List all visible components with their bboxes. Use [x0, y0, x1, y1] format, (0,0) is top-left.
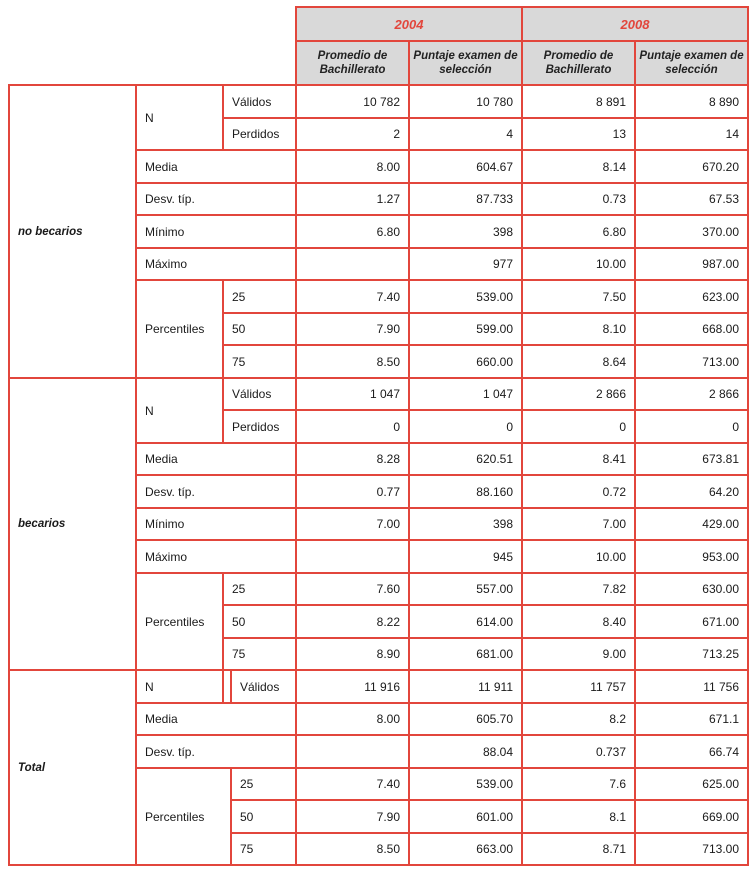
- perdidos-label: Perdidos: [222, 117, 297, 151]
- value-cell: 6.80: [295, 214, 410, 249]
- percentile-label: 25: [222, 279, 297, 314]
- value-cell: 67.53: [634, 182, 749, 216]
- value-cell: 681.00: [408, 637, 523, 671]
- value-cell: 0.73: [521, 182, 636, 216]
- value-cell: 7.50: [521, 279, 636, 314]
- value-cell: 601.00: [408, 799, 523, 834]
- value-cell: 10 780: [408, 84, 523, 119]
- value-cell: 0: [521, 409, 636, 444]
- value-cell: 668.00: [634, 312, 749, 346]
- value-cell: 977: [408, 247, 523, 281]
- value-cell: 7.60: [295, 572, 410, 606]
- percentile-label: 50: [222, 604, 297, 639]
- value-cell: 7.90: [295, 799, 410, 834]
- value-cell: 398: [408, 507, 523, 541]
- value-cell: 713.25: [634, 637, 749, 671]
- promedio-2008-header: Promedio de Bachillerato: [521, 40, 636, 86]
- value-cell: 557.00: [408, 572, 523, 606]
- value-cell: 945: [408, 539, 523, 574]
- value-cell: 671.1: [634, 702, 749, 736]
- value-cell: 2 866: [521, 377, 636, 411]
- stat-label: Media: [135, 149, 297, 184]
- value-cell: 398: [408, 214, 523, 249]
- percentiles-label: Percentiles: [135, 279, 224, 379]
- value-cell: 8.1: [521, 799, 636, 834]
- value-cell: 10.00: [521, 247, 636, 281]
- group-label: Total: [8, 669, 137, 866]
- stat-label: Media: [135, 442, 297, 476]
- value-cell: 8.40: [521, 604, 636, 639]
- value-cell: 0.737: [521, 734, 636, 769]
- value-cell: 1 047: [408, 377, 523, 411]
- group-label: no becarios: [8, 84, 137, 379]
- value-cell: 64.20: [634, 474, 749, 509]
- value-cell: 1 047: [295, 377, 410, 411]
- value-cell: 1.27: [295, 182, 410, 216]
- value-cell: 953.00: [634, 539, 749, 574]
- stat-label: Desv. típ.: [135, 182, 297, 216]
- value-cell: 660.00: [408, 344, 523, 379]
- value-cell: 13: [521, 117, 636, 151]
- puntaje-2008-header: Puntaje examen de selección: [634, 40, 749, 86]
- puntaje-2004-header: Puntaje examen de selección: [408, 40, 523, 86]
- value-cell: 11 916: [295, 669, 410, 704]
- value-cell: 605.70: [408, 702, 523, 736]
- value-cell: 14: [634, 117, 749, 151]
- percentiles-label: Percentiles: [135, 767, 232, 866]
- value-cell: 0: [408, 409, 523, 444]
- year-header-2008: 2008: [521, 6, 749, 42]
- perdidos-label: Perdidos: [222, 409, 297, 444]
- percentile-label: 25: [230, 767, 297, 801]
- value-cell: 6.80: [521, 214, 636, 249]
- value-cell: 8.41: [521, 442, 636, 476]
- value-cell: 614.00: [408, 604, 523, 639]
- percentile-label: 75: [222, 637, 297, 671]
- year-header-2004: 2004: [295, 6, 523, 42]
- stat-label: Máximo: [135, 539, 297, 574]
- value-cell: 663.00: [408, 832, 523, 866]
- value-cell: 8.50: [295, 832, 410, 866]
- value-cell: [295, 247, 410, 281]
- value-cell: 8 891: [521, 84, 636, 119]
- value-cell: 10.00: [521, 539, 636, 574]
- value-cell: 0.77: [295, 474, 410, 509]
- value-cell: 623.00: [634, 279, 749, 314]
- value-cell: 9.00: [521, 637, 636, 671]
- value-cell: 370.00: [634, 214, 749, 249]
- value-cell: 88.160: [408, 474, 523, 509]
- group-label: becarios: [8, 377, 137, 671]
- value-cell: 8.28: [295, 442, 410, 476]
- value-cell: 673.81: [634, 442, 749, 476]
- value-cell: 625.00: [634, 767, 749, 801]
- value-cell: 4: [408, 117, 523, 151]
- value-cell: 8.14: [521, 149, 636, 184]
- value-cell: 66.74: [634, 734, 749, 769]
- n-label: N: [135, 669, 224, 704]
- value-cell: 11 911: [408, 669, 523, 704]
- value-cell: 0: [634, 409, 749, 444]
- value-cell: 7.00: [521, 507, 636, 541]
- value-cell: 88.04: [408, 734, 523, 769]
- value-cell: 539.00: [408, 767, 523, 801]
- value-cell: [295, 734, 410, 769]
- percentile-label: 25: [222, 572, 297, 606]
- value-cell: 604.67: [408, 149, 523, 184]
- value-cell: 7.00: [295, 507, 410, 541]
- validos-label: Válidos: [222, 377, 297, 411]
- value-cell: 10 782: [295, 84, 410, 119]
- value-cell: 7.40: [295, 767, 410, 801]
- value-cell: 987.00: [634, 247, 749, 281]
- value-cell: 8.10: [521, 312, 636, 346]
- value-cell: 599.00: [408, 312, 523, 346]
- value-cell: 7.82: [521, 572, 636, 606]
- value-cell: 7.6: [521, 767, 636, 801]
- value-cell: 539.00: [408, 279, 523, 314]
- percentiles-label: Percentiles: [135, 572, 224, 671]
- value-cell: 7.40: [295, 279, 410, 314]
- value-cell: 671.00: [634, 604, 749, 639]
- value-cell: 8.00: [295, 702, 410, 736]
- value-cell: 8 890: [634, 84, 749, 119]
- value-cell: 8.2: [521, 702, 636, 736]
- value-cell: 713.00: [634, 344, 749, 379]
- value-cell: 2 866: [634, 377, 749, 411]
- value-cell: 713.00: [634, 832, 749, 866]
- stat-label: Máximo: [135, 247, 297, 281]
- n-label: N: [135, 377, 224, 444]
- promedio-2004-header: Promedio de Bachillerato: [295, 40, 410, 86]
- value-cell: 8.71: [521, 832, 636, 866]
- value-cell: 87.733: [408, 182, 523, 216]
- validos-label: Válidos: [230, 669, 297, 704]
- value-cell: 11 757: [521, 669, 636, 704]
- value-cell: 0.72: [521, 474, 636, 509]
- value-cell: 8.90: [295, 637, 410, 671]
- percentile-label: 50: [222, 312, 297, 346]
- percentile-label: 75: [230, 832, 297, 866]
- stat-label: Media: [135, 702, 297, 736]
- stat-label: Desv. típ.: [135, 734, 297, 769]
- value-cell: 11 756: [634, 669, 749, 704]
- value-cell: 8.64: [521, 344, 636, 379]
- validos-label: Válidos: [222, 84, 297, 119]
- value-cell: 670.20: [634, 149, 749, 184]
- stat-label: Mínimo: [135, 507, 297, 541]
- percentile-label: 50: [230, 799, 297, 834]
- value-cell: 429.00: [634, 507, 749, 541]
- n-label: N: [135, 84, 224, 151]
- stat-label: Desv. típ.: [135, 474, 297, 509]
- value-cell: 0: [295, 409, 410, 444]
- value-cell: 8.22: [295, 604, 410, 639]
- value-cell: 8.50: [295, 344, 410, 379]
- percentile-label: 75: [222, 344, 297, 379]
- value-cell: 7.90: [295, 312, 410, 346]
- value-cell: [295, 539, 410, 574]
- value-cell: 620.51: [408, 442, 523, 476]
- value-cell: 8.00: [295, 149, 410, 184]
- value-cell: 669.00: [634, 799, 749, 834]
- stat-label: Mínimo: [135, 214, 297, 249]
- value-cell: 630.00: [634, 572, 749, 606]
- value-cell: 2: [295, 117, 410, 151]
